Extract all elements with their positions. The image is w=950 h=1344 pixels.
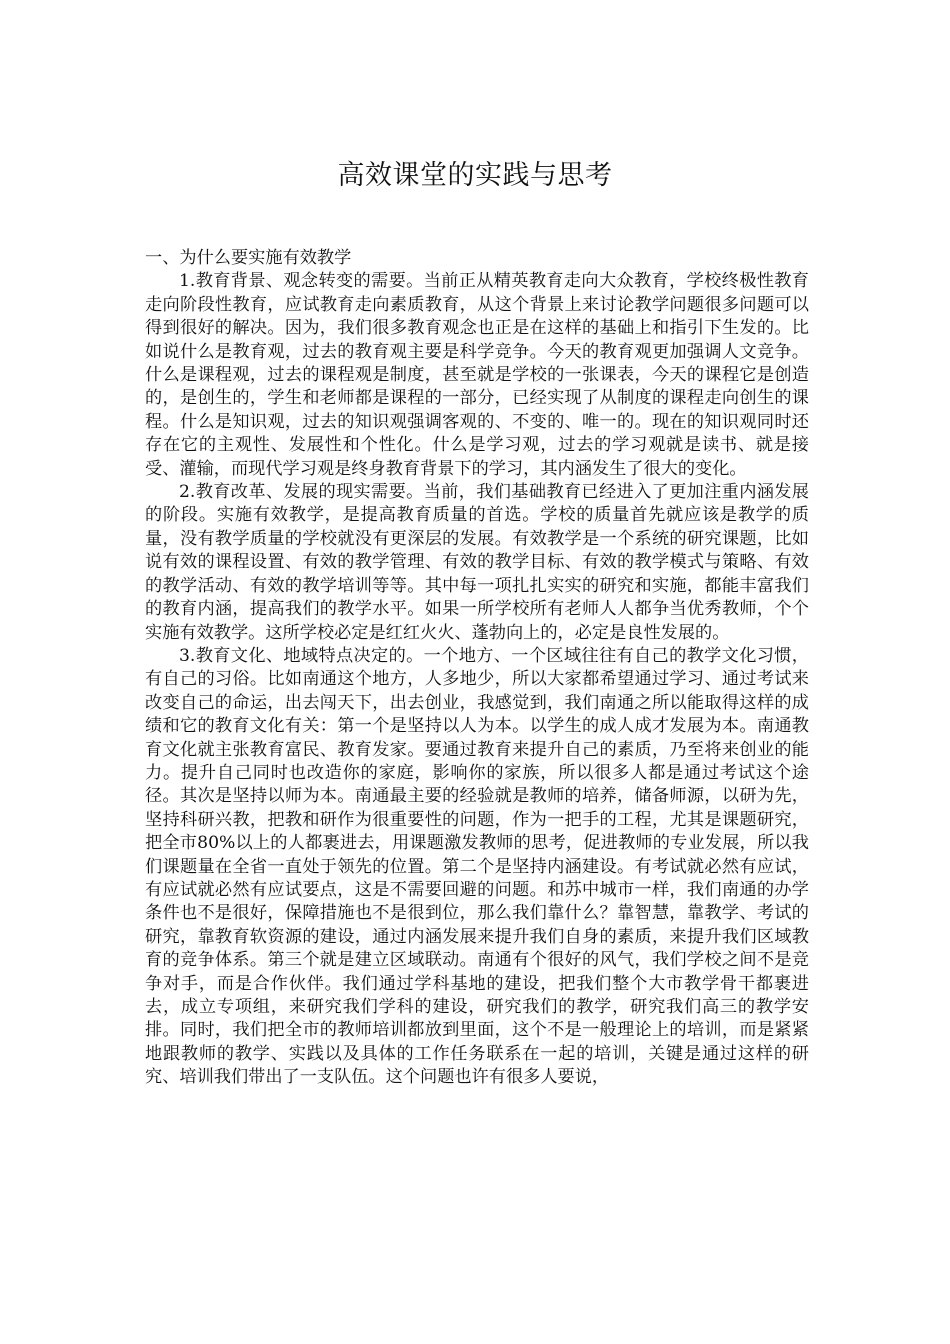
document-title: 高效课堂的实践与思考 [337,160,613,191]
section-heading: 一、为什么要实施有效教学 [145,248,352,268]
paragraph-3: 3.教育文化、地域特点决定的。一个地方、一个区域往往有自己的教学文化习惯，有自己的习俗。比如南通这个地方，人多地少，所以大家都希望通过学习、通过考试来改变自己的命运，出去闯天下，出去创业，我感觉到，我们南通之所以能取得这样的成绩和它的教育文化有关：第一个是坚持以人为本。以学生的成人成才发展为本。南通教育文化就主张教育富民、教育发家。要通过教育来提升自己的素质，乃至将来创业的能力。提升自己同时也改造你的家庭，影响你的家族，所以很多人都是通过考试这个途径。其次是坚持以师为本。南通最主要的经验就是教师的培养，储备师源，以研为先，坚持科研兴教，把教和研作为很重要性的问题，作为一把手的工程，尤其是课题研究，把全市80%以上的人都裹进去，用课题激发教师的思考，促进教师的专业发展，所以我们课题量在全省一直处于领先的位置。第二个是坚持内涵建设。有考试就必然有应试，有应试就必然有应试要点，这是不需要回避的问题。和苏中城市一样，我们南通的办学条件也不是很好，保障措施也不是很到位，那么我们靠什么？靠智慧，靠教学、考试的研究，靠教育软资源的建设，通过内涵发展来提升我们自身的素质，来提升我们区域教育的竞争体系。第三个就是建立区域联动。南通有个很好的风气，我们学校之间不是竞争对手，而是合作伙伴。我们通过学科基地的建设，把我们整个大市教学骨干都裹进去，成立专项组，来研究我们学科的建设，研究我们的教学，研究我们高三的教学安排。同时，我们把全市的教师培训都放到里面，这个不是一般理论上的培训，而是紧紧地跟教师的教学、实践以及具体的工作任务联系在一起的培训，关键是通过这样的研究、培训我们带出了一支队伍。这个问题也许有很多人要说， [145,645,809,1088]
paragraph-1: 1.教育背景、观念转变的需要。当前正从精英教育走向大众教育，学校终极性教育走向阶段性教育，应试教育走向素质教育，从这个背景上来讨论教学问题很多问题可以得到很好的解决。因为，我们很多教育观念也正是在这样的基础上和指引下生发的。比如说什么是教育观，过去的教育观主要是科学竞争。今天的教育观更加强调人文竞争。什么是课程观，过去的课程观是制度，甚至就是学校的一张课表，今天的课程它是创造的，是创生的，学生和老师都是课程的一部分，已经实现了从制度的课程走向创生的课程。什么是知识观，过去的知识观强调客观的、不变的、唯一的。现在的知识观同时还存在它的主观性、发展性和个性化。什么是学习观，过去的学习观就是读书、就是接受、灌输，而现代学习观是终身教育背景下的学习，其内涵发生了很大的变化。 [145,271,809,479]
document-body [145,247,809,1090]
paragraph-2: 2.教育改革、发展的现实需要。当前，我们基础教育已经进入了更加注重内涵发展的阶段。实施有效教学，是提高教育质量的首选。学校的质量首先就应该是教学的质量，没有教学质量的学校就没有更深层的发展。有效教学是一个系统的研究课题，比如说有效的课程设置、有效的教学管理、有效的教学目标、有效的教学模式与策略、有效的教学活动、有效的教学培训等等。其中每一项扎扎实实的研究和实施，都能丰富我们的教育内涵，提高我们的教学水平。如果一所学校所有老师人人都争当优秀教师，个个实施有效教学。这所学校必定是红红火火、蓬勃向上的，必定是良性发展的。 [145,482,809,643]
